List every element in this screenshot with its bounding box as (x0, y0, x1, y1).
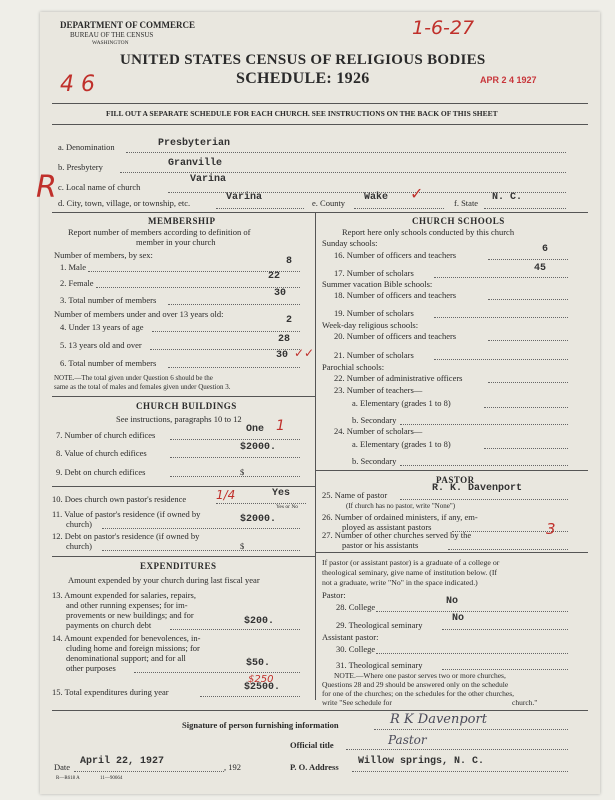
q4-label: 4. Under 13 years of age (60, 322, 144, 332)
q14-label: 14. Amount expended for benevolences, in- (52, 633, 201, 643)
q2-value[interactable]: 22 (268, 271, 281, 282)
membership-heading: MEMBERSHIP (148, 216, 216, 226)
sunday-schools-label: Sunday schools: (322, 238, 378, 248)
census-form (36, 12, 600, 794)
q13-value[interactable]: $200. (244, 616, 275, 627)
q23b-label: b. Secondary (352, 415, 397, 425)
q9-value[interactable]: $ (240, 467, 245, 477)
q27-label-2: pastor or his assistants (342, 540, 419, 550)
q24b-label: b. Secondary (352, 456, 397, 466)
received-stamp: APR 2 4 1927 (480, 75, 537, 85)
q13-label-3: provements or new buildings; and for (66, 610, 194, 620)
q16-value[interactable]: 6 (542, 244, 549, 255)
membership-note-2: same as the total of males and females given under Question 3. (54, 383, 231, 391)
signature-label: Signature of person furnishing information (182, 720, 339, 730)
membership-intro-2: member in your church (136, 237, 216, 247)
denomination-value[interactable]: Presbyterian (158, 138, 231, 149)
q11-label: 11. Value of pastor's residence (if owned by (52, 509, 201, 519)
date-value[interactable]: April 22, 1927 (80, 756, 165, 767)
q7-label: 7. Number of church edifices (56, 430, 156, 440)
q14-value[interactable]: $50. (246, 658, 271, 669)
q26-label-2: ployed as assistant pastors (342, 522, 432, 532)
hand-check-q6: ✓✓ (294, 346, 315, 360)
q19-label: 19. Number of scholars (334, 308, 414, 318)
q4-value[interactable]: 2 (286, 315, 293, 326)
q13-label-2: and other running expenses; for im- (66, 600, 188, 610)
q8-value[interactable]: $2000. (240, 442, 277, 453)
summer-schools-label: Summer vacation Bible schools: (322, 279, 433, 289)
parochial-schools-label: Parochial schools: (322, 362, 385, 372)
q28-value[interactable]: No (446, 596, 459, 607)
q30-label: 30. College (336, 644, 376, 654)
q10-hint: Yes or No (276, 504, 299, 510)
membership-intro: Report number of members according to definition of (68, 227, 251, 237)
q26-label: 26. Number of ordained ministers, if any, em- (322, 512, 478, 522)
pastor-note: NOTE.—Where one pastor serves two or more churches, (334, 671, 506, 680)
department-name: DEPARTMENT OF COMMERCE (60, 20, 196, 30)
q12-value[interactable]: $ (240, 541, 245, 551)
date-label: Date (54, 762, 71, 772)
date-suffix: , 192 (224, 762, 241, 772)
form-title: UNITED STATES CENSUS OF RELIGIOUS BODIES (120, 52, 486, 68)
schools-intro: Report here only schools conducted by this church (342, 227, 515, 237)
q21-label: 21. Number of scholars (334, 350, 414, 360)
q25-hint: (If church has no pastor, write "None") (346, 502, 456, 510)
church-name-value[interactable]: Varina (190, 174, 227, 185)
presbytery-value[interactable]: Granville (168, 158, 223, 169)
q13-label: 13. Amount expended for salaries, repairs, (52, 590, 196, 600)
hand-check-county: ✓ (410, 184, 424, 203)
graduate-instruction: If pastor (or assistant pastor) is a graduate of a college or (322, 558, 500, 567)
schools-heading: CHURCH SCHOOLS (412, 216, 505, 226)
bureau-name: BUREAU OF THE CENSUS (70, 31, 154, 39)
instruction-line: FILL OUT A SEPARATE SCHEDULE FOR EACH CHURCH. SEE INSTRUCTIONS ON THE BACK OF THIS SHEET (106, 109, 498, 118)
church-name-label: c. Local name of church (58, 182, 141, 192)
q15-value[interactable]: $2500. (244, 682, 281, 693)
q16-label: 16. Number of officers and teachers (334, 250, 457, 260)
presbytery-label: b. Presbytery (58, 162, 103, 172)
q7-value[interactable]: One (246, 424, 265, 435)
address-value[interactable]: Willow springs, N. C. (358, 756, 485, 767)
q24-label: 24. Number of scholars— (334, 426, 423, 436)
q15-label: 15. Total expenditures during year (52, 687, 169, 697)
q23a-label: a. Elementary (grades 1 to 8) (352, 398, 451, 408)
hand-q15: $250 (248, 674, 274, 685)
q22-label: 22. Number of administrative officers (334, 373, 463, 383)
bureau-city: WASHINGTON (92, 40, 129, 46)
q11-value[interactable]: $2000. (240, 514, 277, 525)
q23-label: 23. Number of teachers— (334, 385, 423, 395)
q1-value[interactable]: 8 (286, 256, 293, 267)
city-value[interactable]: Varina (226, 192, 263, 203)
q14-label-2: cluding home and foreign missions; for (66, 643, 200, 653)
hand-number-left: 4 6 (60, 72, 95, 97)
official-title-value[interactable]: Pastor (388, 733, 427, 747)
membership-note: NOTE.—The total given under Question 6 should be the (54, 374, 213, 382)
pastor-note-3: for one of the churches; on the schedules for the other churches, (322, 689, 515, 698)
pastor-sub-label: Pastor: (322, 590, 346, 600)
members-by-sex-label: Number of members, by sex: (54, 250, 153, 260)
q14-label-3: denominational support; and for all (66, 653, 186, 663)
denomination-label: a. Denomination (58, 142, 115, 152)
pastor-note-4: write "See schedule for (322, 698, 392, 707)
q31-label: 31. Theological seminary (336, 660, 423, 670)
hand-q27: 3 (546, 520, 556, 538)
graduate-instruction-3: not a graduate, write "No" in the space indicated.) (322, 578, 478, 587)
form-code: R—R618 A (56, 776, 80, 781)
pastor-heading: PASTOR (436, 475, 475, 485)
weekday-schools-label: Week-day religious schools: (322, 320, 419, 330)
q6-value[interactable]: 30 (276, 350, 289, 361)
q10-label: 10. Does church own pastor's residence (52, 494, 187, 504)
county-label: e. County (312, 198, 346, 208)
q17-value[interactable]: 45 (534, 263, 547, 274)
q17-label: 17. Number of scholars (334, 268, 414, 278)
q20-label: 20. Number of officers and teachers (334, 331, 457, 341)
q12-label: 12. Debt on pastor's residence (if owned by (52, 531, 200, 541)
buildings-intro: See instructions, paragraphs 10 to 12 (116, 414, 242, 424)
q18-label: 18. Number of officers and teachers (334, 290, 457, 300)
form-code-2: 11—90664 (100, 776, 123, 781)
q13-label-4: payments on church debt (66, 620, 152, 630)
q5-label: 5. 13 years old and over (60, 340, 142, 350)
hand-number-right: 1-6-27 (412, 17, 475, 39)
q24a-label: a. Elementary (grades 1 to 8) (352, 439, 451, 449)
state-label: f. State (454, 198, 479, 208)
q27-label: 27. Number of other churches served by the (322, 530, 472, 540)
q25-label: 25. Name of pastor (322, 490, 388, 500)
q3-value[interactable]: 30 (274, 288, 287, 299)
q14-label-4: other purposes (66, 663, 116, 673)
q29-label: 29. Theological seminary (336, 620, 423, 630)
q8-label: 8. Value of church edifices (56, 448, 147, 458)
pastor-note-2: Questions 28 and 29 should be answered only on the schedule (322, 680, 509, 689)
hand-r-mark: R (36, 170, 57, 205)
q25-value[interactable]: R. K. Davenport (432, 483, 523, 494)
state-value[interactable]: N. C. (492, 192, 523, 203)
buildings-heading: CHURCH BUILDINGS (136, 401, 237, 411)
hand-q7: 1 (276, 418, 285, 434)
form-subtitle: SCHEDULE: 1926 (236, 70, 370, 87)
q28-label: 28. College (336, 602, 376, 612)
members-by-age-label: Number of members under and over 13 years old: (54, 309, 224, 319)
official-title-label: Official title (290, 740, 334, 750)
q29-value[interactable]: No (452, 613, 465, 624)
q6-label: 6. Total number of members (60, 358, 157, 368)
expenditures-intro: Amount expended by your church during last fiscal year (68, 575, 260, 585)
city-label: d. City, town, village, or township, etc. (58, 198, 191, 208)
graduate-instruction-2: theological seminary, give name of institution below. (If (322, 568, 498, 577)
q5-value[interactable]: 28 (278, 334, 291, 345)
q2-label: 2. Female (60, 278, 94, 288)
pastor-note-5: church." (512, 698, 538, 707)
address-label: P. O. Address (290, 762, 339, 772)
q9-label: 9. Debt on church edifices (56, 467, 146, 477)
q3-label: 3. Total number of members (60, 295, 157, 305)
hand-q10: 1/4 (216, 488, 236, 502)
q1-label: 1. Male (60, 262, 86, 272)
q10-value[interactable]: Yes (272, 488, 291, 499)
q12-label-2: church) (66, 541, 92, 551)
expenditures-heading: EXPENDITURES (140, 561, 217, 571)
signature[interactable]: R K Davenport (390, 712, 487, 727)
county-value[interactable]: Wake (364, 192, 389, 203)
assistant-pastor-label: Assistant pastor: (322, 632, 379, 642)
q11-label-2: church) (66, 519, 92, 529)
